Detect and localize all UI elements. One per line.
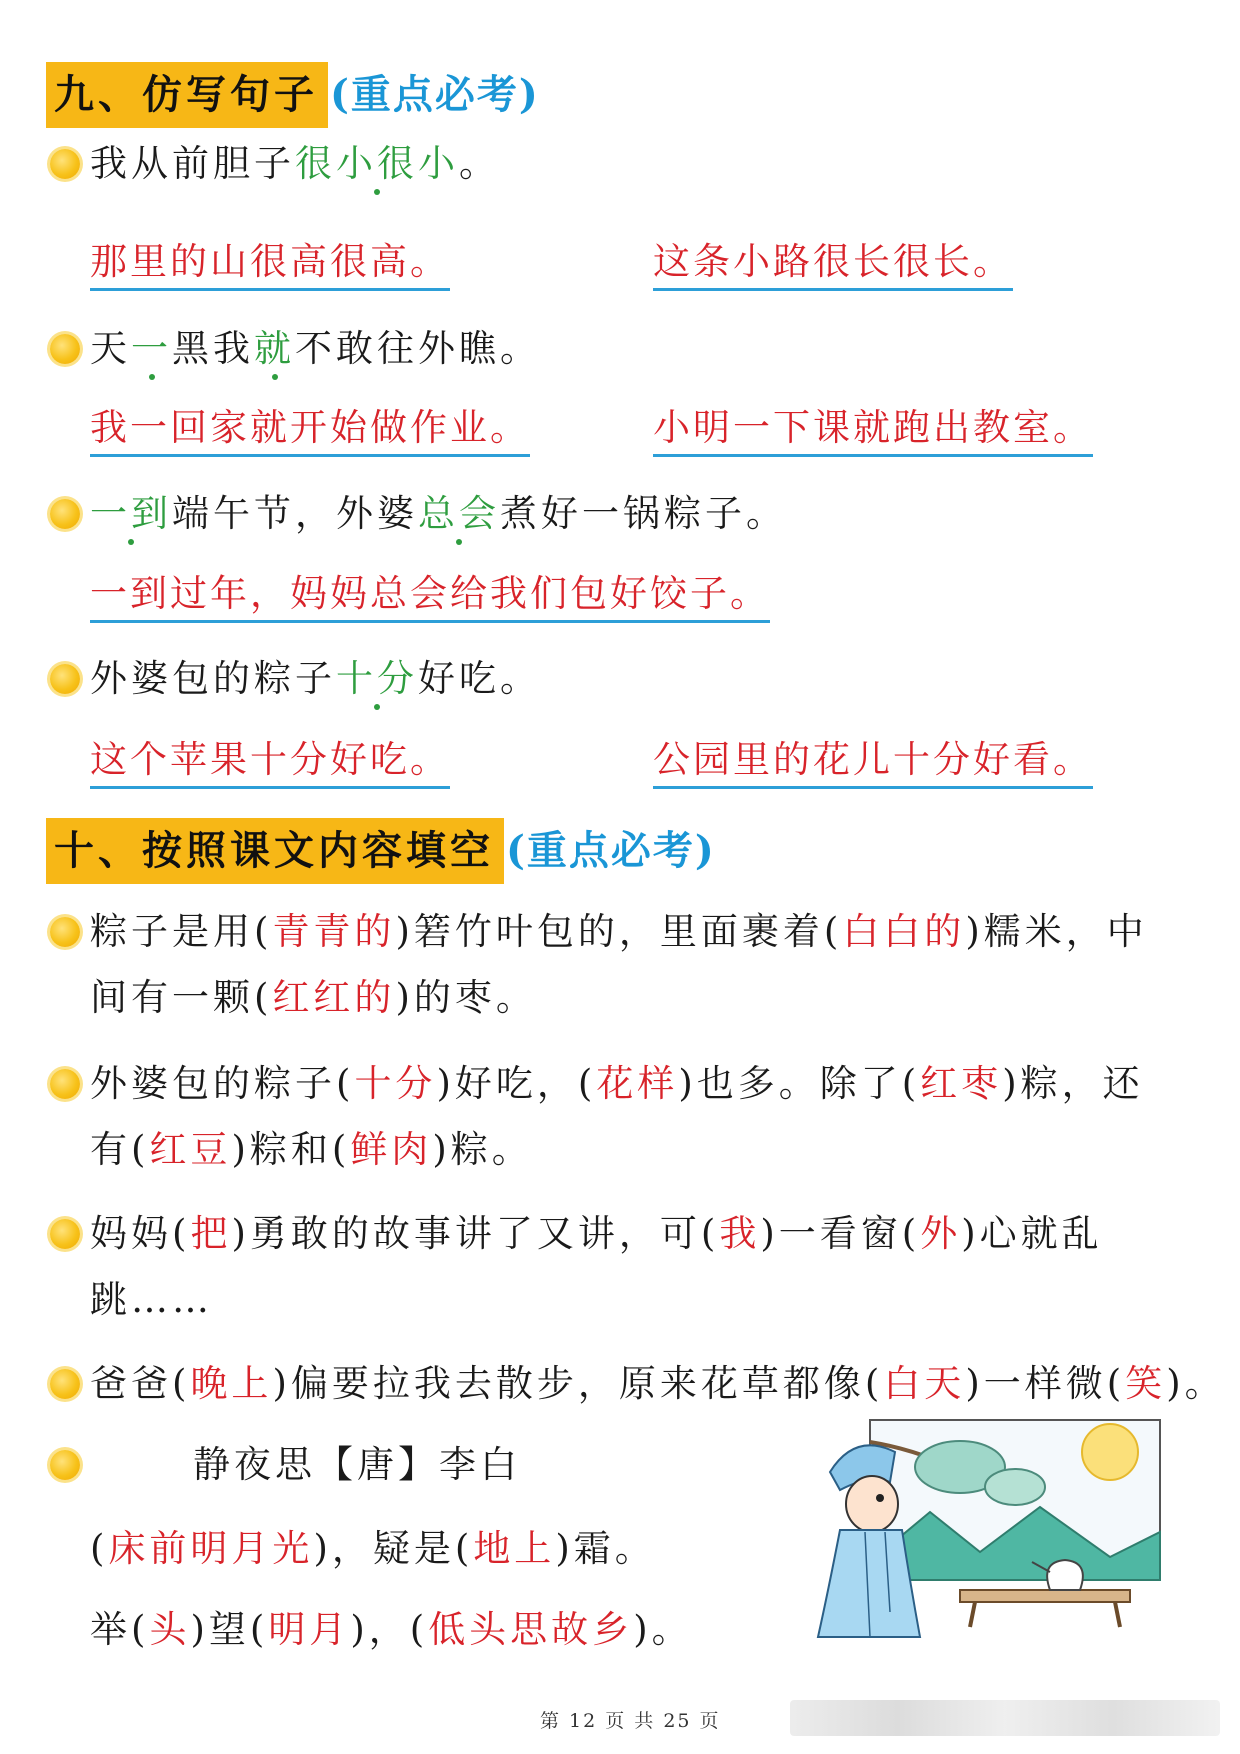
section-9-title: 九、仿写句子 — [46, 62, 328, 128]
example-1a: 那里的山很高很高。 — [90, 238, 450, 291]
section-10-title: 十、按照课文内容填空 — [46, 818, 504, 884]
bullet-icon — [50, 1450, 80, 1480]
blurred-watermark — [790, 1700, 1220, 1736]
poem-line-2: 举(头)望(明月)，(低头思故乡)。 — [90, 1608, 693, 1651]
example-1b: 这条小路很长很长。 — [653, 238, 1013, 291]
bullet-icon — [50, 664, 80, 694]
sentence-2: 天一黑我就不敢往外瞧。 — [90, 327, 541, 370]
section-10-tag: (重点必考) — [506, 827, 716, 874]
fill-q2-line1: 外婆包的粽子(十分)好吃，(花样)也多。除了(红枣)粽，还 — [90, 1062, 1144, 1105]
section-9-tag: (重点必考) — [330, 71, 540, 118]
bullet-icon — [50, 1369, 80, 1399]
page-footer: 第 12 页 共 25 页 — [540, 1710, 721, 1732]
bullet-icon — [50, 334, 80, 364]
table — [960, 1590, 1130, 1602]
sentence-1: 我从前胆子很小很小。 — [90, 142, 500, 185]
poet-moon-illustration — [810, 1412, 1170, 1642]
fill-q1-line2: 间有一颗(红红的)的枣。 — [90, 976, 537, 1019]
moon-icon — [1082, 1424, 1138, 1480]
poem-line-1: (床前明月光)，疑是(地上)霜。 — [90, 1527, 656, 1570]
fill-q3-line2: 跳…… — [90, 1278, 213, 1321]
bullet-icon — [50, 1219, 80, 1249]
bullet-icon — [50, 149, 80, 179]
poem-title: 静夜思【唐】李白 — [193, 1443, 521, 1486]
fill-q3-line1: 妈妈(把)勇敢的故事讲了又讲，可(我)一看窗(外)心就乱 — [90, 1212, 1103, 1255]
example-2b: 小明一下课就跑出教室。 — [653, 404, 1093, 457]
fill-q4: 爸爸(晚上)偏要拉我去散步，原来花草都像(白天)一样微(笑)。 — [90, 1362, 1226, 1405]
section-9-heading — [46, 62, 540, 128]
poet-face — [846, 1476, 898, 1532]
example-3a: 一到过年，妈妈总会给我们包好饺子。 — [90, 570, 770, 623]
fill-q2-line2: 有(红豆)粽和(鲜肉)粽。 — [90, 1128, 533, 1171]
bullet-icon — [50, 917, 80, 947]
example-4b: 公园里的花儿十分好看。 — [653, 736, 1093, 789]
fill-q1-line1: 粽子是用(青青的)箬竹叶包的，里面裹着(白白的)糯米，中 — [90, 910, 1148, 953]
bullet-icon — [50, 1069, 80, 1099]
sentence-3: 一到端午节，外婆总会煮好一锅粽子。 — [90, 492, 787, 535]
example-2a: 我一回家就开始做作业。 — [90, 404, 530, 457]
example-4a: 这个苹果十分好吃。 — [90, 736, 450, 789]
section-10-heading — [46, 818, 716, 884]
teapot-icon — [1047, 1560, 1083, 1590]
bullet-icon — [50, 499, 80, 529]
sentence-4: 外婆包的粽子十分好吃。 — [90, 657, 541, 700]
